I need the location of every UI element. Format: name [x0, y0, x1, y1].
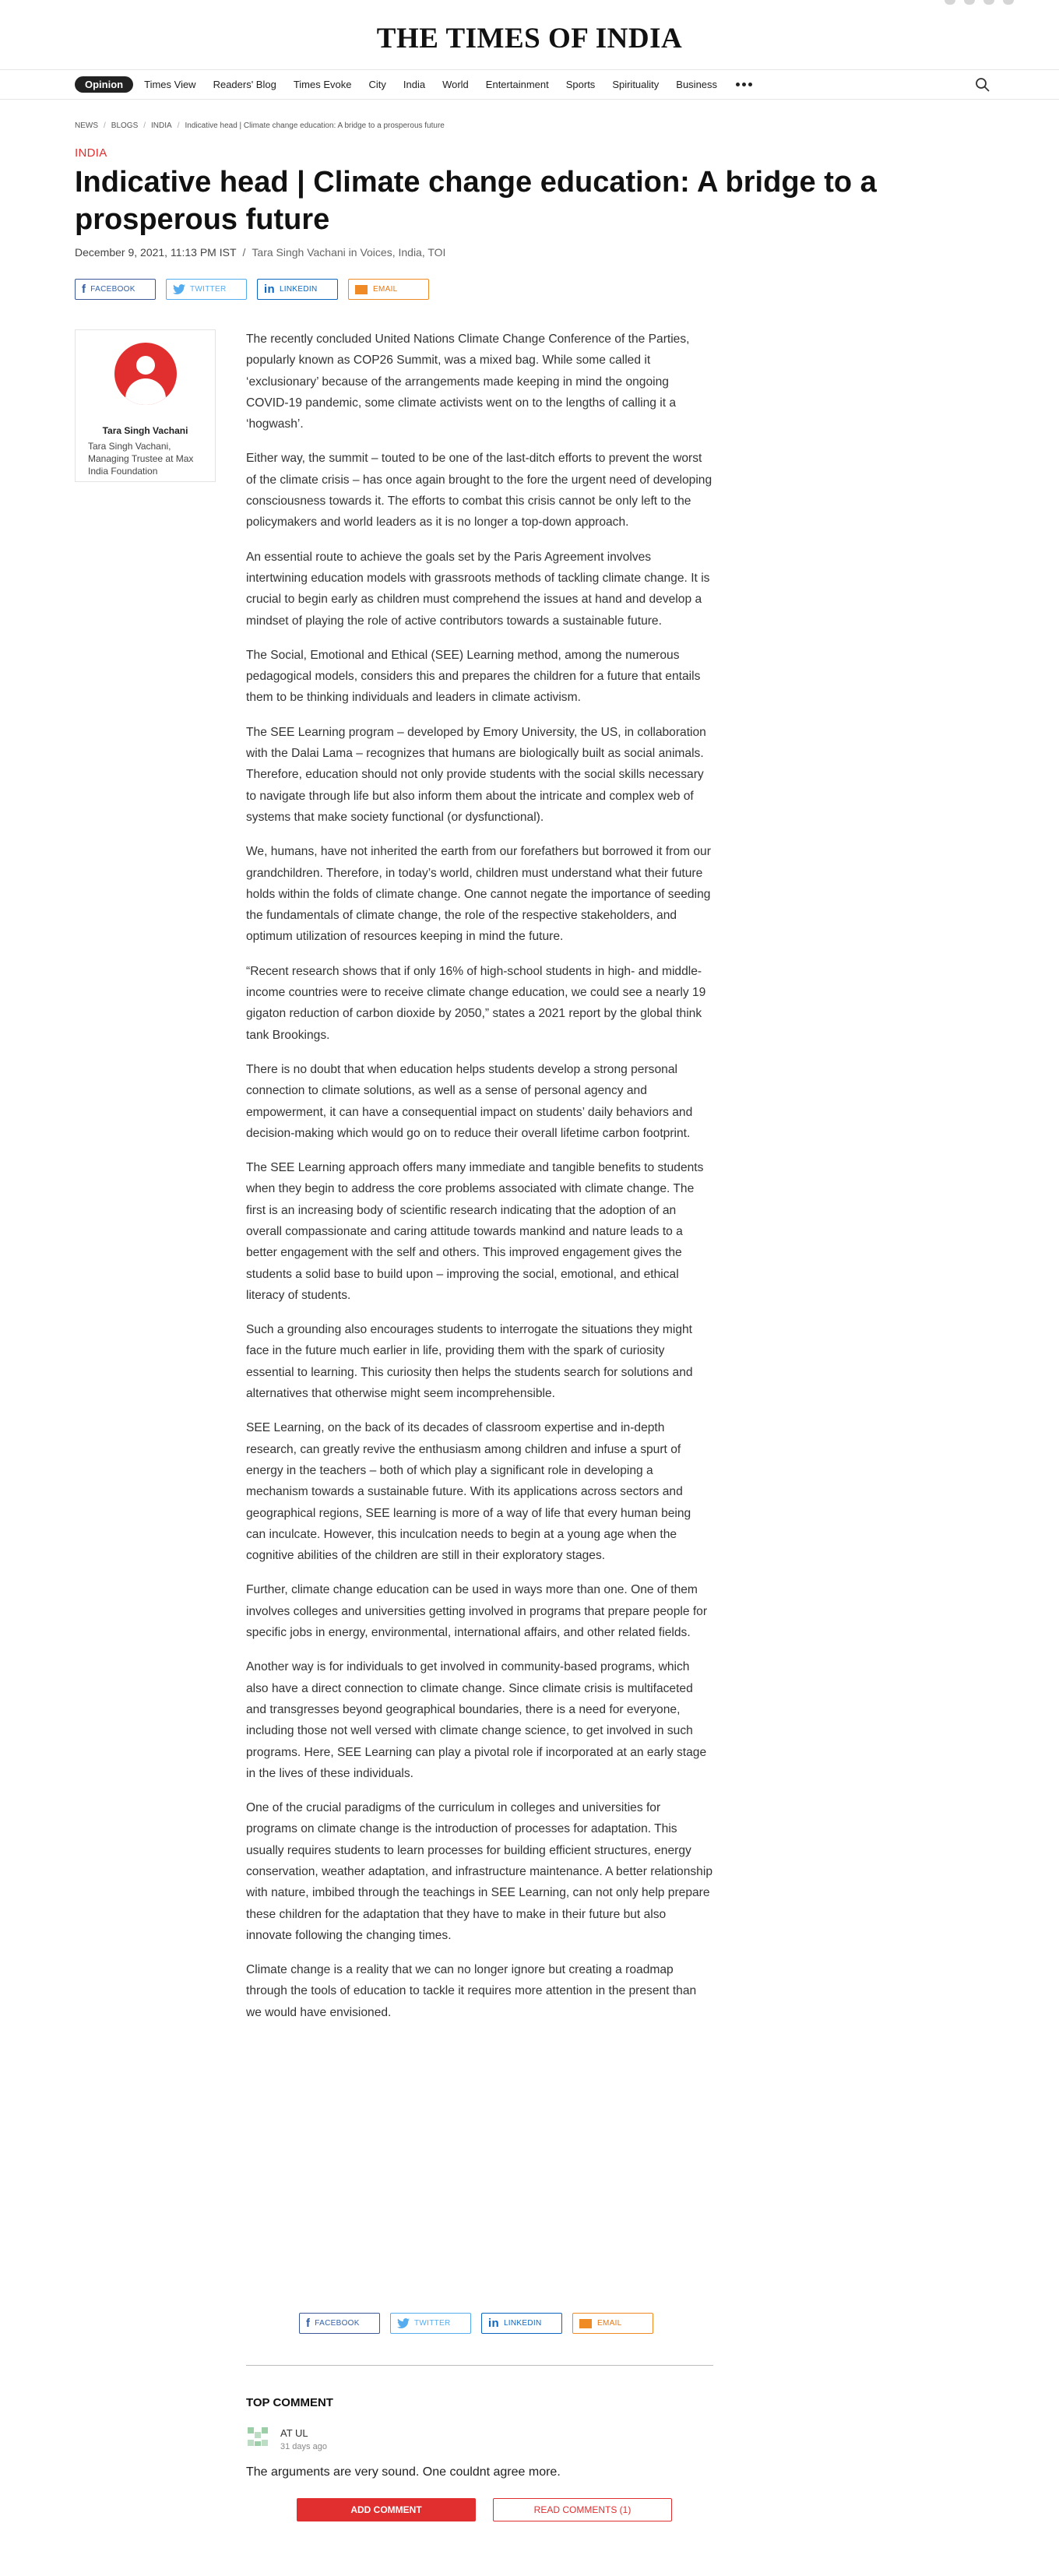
breadcrumb-separator: /	[104, 121, 106, 130]
divider	[246, 2365, 713, 2366]
linkedin-icon: in	[488, 2317, 499, 2330]
article-paragraph: Either way, the summit – touted to be one of the last-ditch efforts to prevent the worst of the climate crisis – has once again brought to the fore the urgent need of developing consciousness towards it. The efforts to combat this crisis cannot be only left to the policymakers and world leaders as it is no longer a top-down approach.	[246, 452, 712, 530]
article-paragraph: The SEE Learning program – developed by Emory University, the US, in collaboration with the Dalai Lama – recognizes that humans are biologically built as social animals. Therefore, education should not only provide students with the social skills necessary to navigate through life but also inform them about the intricate and complex web of systems that make society functional (or dysfunctional).	[246, 725, 706, 824]
nav-item-readers-blog[interactable]: Readers' Blog	[213, 79, 276, 90]
article-paragraph: We, humans, have not inherited the earth from our forefathers but borrowed it from our grandchildren. Therefore, in today’s world, children must understand what their future holds within the folds of climate change. One cannot negate the importance of seeding the fundamentals of climate change, the role of the respective stakeholders, and optimum utilization of resources keeping in mind the future.	[246, 845, 711, 944]
section-label[interactable]: INDIA	[75, 146, 107, 160]
article-paragraph: Such a grounding also encourages students to interrogate the situations they might face in the future much earlier in life, providing them with the spark of curiosity essential to learning. This curiosity then helps the students search for solutions and alternatives that otherwise might seem incomprehensible.	[246, 1323, 693, 1401]
article-paragraph: There is no doubt that when education helps students develop a strong personal connection to climate solutions, as well as a sense of personal agency and empowerment, it can have a consequential impact on students’ daily behaviors and decision-making which would go on to reduce their overall lifetime carbon footprint.	[246, 1062, 693, 1140]
author-bio: Tara Singh Vachani, Managing Trustee at Max India Foundation	[88, 441, 194, 477]
avatar[interactable]	[114, 343, 177, 405]
comment-username[interactable]: AT UL	[280, 2427, 308, 2439]
twitter-icon	[173, 284, 185, 294]
share-email-button[interactable]: EMAIL	[572, 2313, 653, 2334]
breadcrumb-separator: /	[143, 121, 146, 130]
nav-item-entertainment[interactable]: Entertainment	[485, 79, 549, 90]
article-paragraph: SEE Learning, on the back of its decades of classroom expertise and in-depth research, can greatly revive the enthusiasm among children and infuse a spurt of energy in the teachers – both of which play a significant role in developing a mechanism towards a sustainable future. With its applications across sectors and geographical regions, SEE learning is more of a way of life that every human being can inculcate. However, this inculcation needs to begin at a young age when the cognitive abilities of the children are still in their exploratory stages.	[246, 1421, 691, 1563]
add-comment-button[interactable]: ADD COMMENT	[297, 2498, 476, 2521]
nav-item-city[interactable]: City	[368, 79, 386, 90]
page-title: Indicative head | Climate change education: A bridge to a prosperous future	[75, 166, 877, 236]
author-name[interactable]: Tara Singh Vachani	[102, 425, 188, 436]
share-bar-top	[75, 279, 429, 300]
nav-opinion[interactable]: Opinion	[75, 76, 133, 93]
email-icon	[355, 285, 368, 294]
nav-item-times-evoke[interactable]: Times Evoke	[293, 79, 352, 90]
main-nav	[0, 70, 1059, 100]
more-dots-icon[interactable]	[736, 83, 752, 86]
comment-actions	[297, 2498, 672, 2521]
byline[interactable]: Tara Singh Vachani in Voices, India, TOI	[252, 246, 446, 259]
publish-date: December 9, 2021, 11:13 PM IST	[75, 246, 237, 259]
share-facebook-button[interactable]: f FACEBOOK	[299, 2313, 380, 2334]
comment-timestamp: 31 days ago	[280, 2442, 327, 2451]
twitter-icon	[397, 2318, 410, 2328]
article-paragraph: Further, climate change education can be used in ways more than one. One of them involves colleges and universities getting involved in programs that prepare people for specific jobs in energy, environmental, international affairs, and other related fields.	[246, 1583, 708, 1640]
article-paragraph: One of the crucial paradigms of the curriculum in colleges and universities for programs on climate change is the introduction of processes for adaptation. This usually requires students to learn processes for building efficient structures, energy conservation, weather adaptation, and infrastructure maintenance. A better relationship with nature, imbibed through the teachings in SEE Learning, can not only help prepare these children for the adaptation that they have to make in their future but also innovate following the changing times.	[246, 1801, 712, 1942]
article-paragraph: “Recent research shows that if only 16% of high-school students in high- and middle-income countries were to receive climate change education, we could see a nearly 19 gigaton reduction of carbon dioxide by 2050,” states a 2021 report by the global think tank Brookings.	[246, 964, 706, 1042]
nav-item-world[interactable]: World	[442, 79, 469, 90]
share-bar-bottom	[299, 2313, 653, 2334]
article-paragraph: Another way is for individuals to get involved in community-based programs, which also have a direct connection to climate change. Since climate crisis is multifaceted and transgresses beyond geographical boundaries, there is a need for everyone, including those not well versed with climate change science, to get involved in such programs. Here, SEE Learning can play a pivotal role if incorporated at an early stage in the lives of these individuals.	[246, 1660, 707, 1780]
nav-item-india[interactable]: India	[403, 79, 426, 90]
share-email-button[interactable]: EMAIL	[348, 279, 429, 300]
article-paragraph: The recently concluded United Nations Climate Change Conference of the Parties, popularly known as COP26 Summit, was a mixed bag. While some called it ‘exclusionary’ because of the arrangements made keeping in mind the ongoing COVID-19 pandemic, some climate activists went on to the lengths of calling it a ‘hogwash’.	[246, 333, 690, 431]
share-facebook-button[interactable]: f FACEBOOK	[75, 279, 156, 300]
article-paragraph: The Social, Emotional and Ethical (SEE) Learning method, among the numerous pedagogical models, considers this and prepares the children for a future that entails them to be thinking individuals and leaders in climate activism.	[246, 648, 701, 705]
nav-item-business[interactable]: Business	[676, 79, 718, 90]
facebook-icon: f	[82, 283, 86, 296]
breadcrumb-news[interactable]: NEWS	[75, 121, 98, 130]
article-paragraph: The SEE Learning approach offers many immediate and tangible benefits to students when they begin to address the core problems associated with climate change. The first is an increasing body of scientific research indicating that the adoption of an overall compassionate and caring attitude towards mankind and nature leads to a better engagement with the self and others. This improved engagement gives the students a solid base to build upon – improving the social, emotional, and ethical literacy of students.	[246, 1161, 704, 1302]
article-paragraph: Climate change is a reality that we can no longer ignore but creating a roadmap through the tools of education to tackle it requires more attention in the present than we would have envisioned.	[246, 1963, 697, 2019]
breadcrumb-current: Indicative head | Climate change education: A bridge to a prosperous future	[185, 121, 445, 130]
share-twitter-button[interactable]: TWITTER	[166, 279, 247, 300]
breadcrumb	[75, 121, 445, 130]
article-paragraph: An essential route to achieve the goals set by the Paris Agreement involves intertwining education models with grassroots methods of tackling climate change. It is crucial to begin early as children must comprehend the issues at hand and develop a mindset of playing the role of active contributors towards a sustainable future.	[246, 550, 710, 628]
read-comments-button[interactable]: READ COMMENTS (1)	[493, 2498, 672, 2521]
share-twitter-button[interactable]: TWITTER	[390, 2313, 471, 2334]
share-linkedin-button[interactable]: in LINKEDIN	[481, 2313, 562, 2334]
author-card	[75, 329, 216, 482]
facebook-icon: f	[306, 2317, 311, 2330]
article-meta: December 9, 2021, 11:13 PM IST / Tara Singh Vachani in Voices, India, TOI	[75, 246, 446, 259]
site-logo[interactable]: THE TIMES OF INDIA	[376, 23, 683, 55]
top-account-icons	[945, 0, 1014, 5]
linkedin-icon: in	[264, 283, 275, 296]
comment-text: The arguments are very sound. One couldnt agree more.	[246, 2465, 561, 2479]
search-icon[interactable]	[975, 77, 990, 93]
user-avatar-icon	[246, 2425, 269, 2448]
breadcrumb-separator: /	[177, 121, 180, 130]
share-linkedin-button[interactable]: in LINKEDIN	[257, 279, 338, 300]
nav-item-spirituality[interactable]: Spirituality	[612, 79, 660, 90]
breadcrumb-india[interactable]: INDIA	[151, 121, 172, 130]
top-comment-heading: TOP COMMENT	[246, 2396, 333, 2409]
breadcrumb-blogs[interactable]: BLOGS	[111, 121, 139, 130]
nav-item-sports[interactable]: Sports	[565, 79, 596, 90]
comment-author	[246, 2425, 327, 2451]
email-icon	[579, 2319, 592, 2328]
masthead	[0, 0, 1059, 70]
nav-item-times-view[interactable]: Times View	[144, 79, 196, 90]
article-body	[246, 329, 713, 2036]
